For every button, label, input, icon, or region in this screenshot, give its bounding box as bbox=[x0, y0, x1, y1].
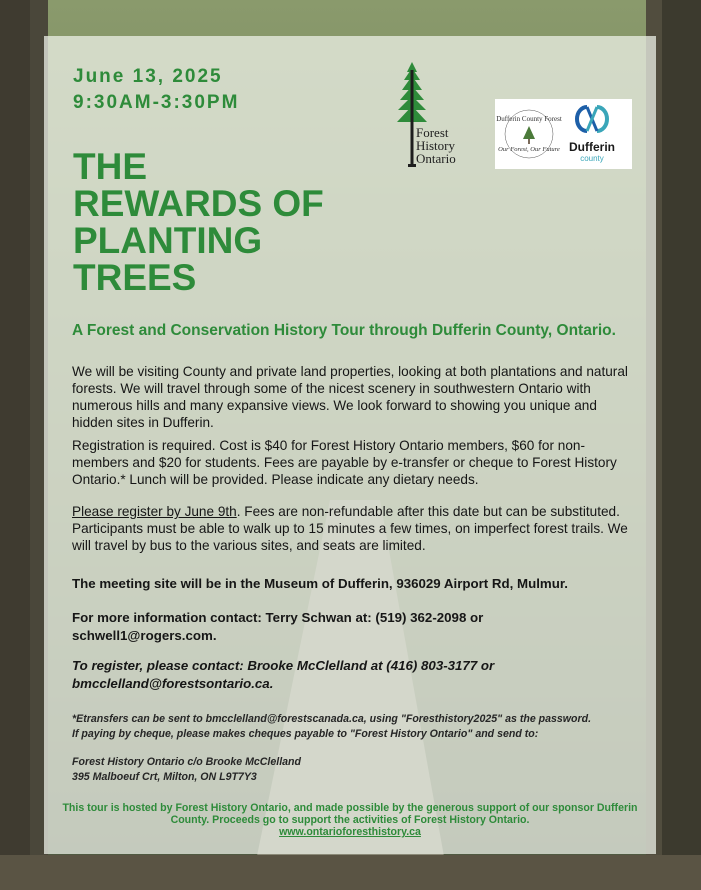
dufferin-logo-sub: county bbox=[580, 154, 604, 163]
fho-logo-text bbox=[416, 126, 456, 165]
fho-line: Forest bbox=[416, 125, 449, 140]
event-time: 9:30AM-3:30PM bbox=[73, 92, 240, 113]
payment-notes bbox=[72, 712, 642, 742]
dcf-motto-text: Our Forest, Our Future bbox=[498, 146, 560, 153]
title-line: TREES bbox=[73, 257, 197, 298]
footer bbox=[60, 802, 640, 838]
title-line: THE bbox=[73, 146, 147, 187]
partner-logos bbox=[495, 99, 632, 169]
dufferin-county-logo bbox=[569, 107, 615, 163]
fho-line: Ontario bbox=[416, 151, 456, 166]
dufferin-logos-graphic bbox=[495, 99, 632, 169]
deadline-details: . Fees are non-refundable after this date but can be substituted. Participants must be able to walk up to 15 minutes a few times, on imperfect forest trails. We will travel by bus to the various sites, and seats are limited. bbox=[72, 504, 628, 553]
address-line: Forest History Ontario c/o Brooke McClelland bbox=[72, 756, 301, 768]
address-line: 395 Malboeuf Crt, Milton, ON L9T7Y3 bbox=[72, 771, 257, 783]
register-deadline-link[interactable]: Please register by June 9th bbox=[72, 504, 237, 519]
event-date: June 13, 2025 bbox=[73, 66, 223, 87]
mailing-address bbox=[72, 755, 642, 785]
event-datetime bbox=[73, 64, 239, 116]
intro-paragraph: We will be visiting County and private land properties, looking at both plantations and natural forests. We will travel through some of the nicest scenery in southwestern Ontario with numerous hills and many expansive views. We look forward to showing you unique and hidden sites in Dufferin. bbox=[72, 364, 628, 430]
title-line: REWARDS OF bbox=[73, 183, 324, 224]
page-title bbox=[73, 148, 403, 296]
registration-paragraph: Registration is required. Cost is $40 for Forest History Ontario members, $60 for non-members and $20 for students. Fees are payable by e-transfer or cheque to Forest History Ontario.* Lunch will be provided. Please indicate any dietary needs. bbox=[72, 438, 617, 487]
dufferin-logo-name: Dufferin bbox=[569, 140, 615, 154]
website-link[interactable]: www.ontarioforesthistory.ca bbox=[279, 826, 421, 838]
deadline-paragraph bbox=[72, 503, 628, 554]
footer-text: This tour is hosted by Forest History Ontario, and made possible by the generous support of our sponsor Dufferin County. Proceeds go to support the activities of Forest History Ontario. bbox=[62, 802, 638, 826]
register-contact: To register, please contact: Brooke McClelland at (416) 803-3177 or bmcclelland@forestsontario.ca. bbox=[72, 658, 495, 691]
etransfer-note: *Etransfers can be sent to bmcclelland@forestscanada.ca, using "Foresthistory2025" as the password. bbox=[72, 713, 592, 725]
meeting-site: The meeting site will be in the Museum of Dufferin, 936029 Airport Rd, Mulmur. bbox=[72, 576, 568, 591]
title-line: PLANTING bbox=[73, 220, 263, 261]
cheque-note: If paying by cheque, please makes cheques payable to "Forest History Ontario" and send to: bbox=[72, 728, 539, 740]
fho-line: History bbox=[416, 138, 455, 153]
tour-subtitle: A Forest and Conservation History Tour through Dufferin County, Ontario. bbox=[72, 322, 616, 339]
dufferin-county-forest-seal bbox=[496, 110, 562, 158]
dcf-name-text: Dufferin County Forest bbox=[496, 115, 562, 123]
info-contact: For more information contact: Terry Schwan at: (519) 362-2098 or schwell1@rogers.com. bbox=[72, 610, 484, 643]
